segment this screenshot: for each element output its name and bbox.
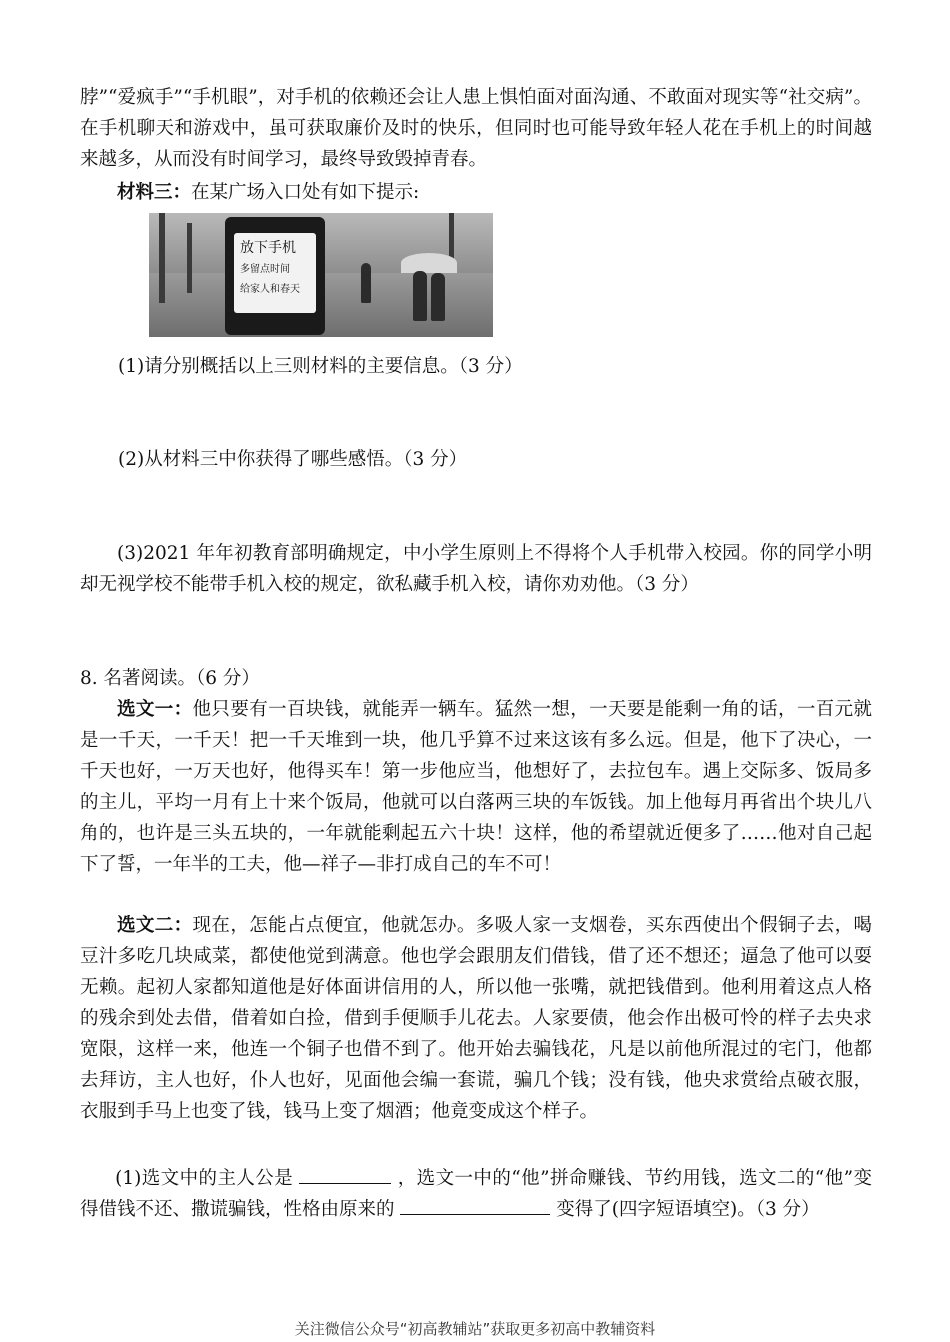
material3-line (80, 177, 872, 208)
q8-excerpt1 (80, 694, 872, 880)
sign-line-2: 多留点时间 (240, 264, 290, 275)
fill-text-3: 变得了(四字短语填空)。（3 分） (556, 1199, 820, 1220)
sign-line-1: 放下手机 (240, 240, 296, 256)
material3-text: 在某广场入口处有如下提示: (191, 182, 420, 203)
personality-blank[interactable] (400, 1196, 550, 1215)
q8-fill-question (80, 1163, 872, 1225)
q8-title (80, 663, 872, 694)
q7-sub3-text: (3)2021 年年初教育部明确规定，中小学生原则上不得将个人手机带入校园。你的同学小明却无视学校不能带手机入校的规定，欲私藏手机入校，请你劝劝他。（3 分） (80, 543, 872, 595)
fill-text-2: ，选文一中的“他”拼命赚钱、节约用钱，选文二的“他”变得借钱不还、撒谎骗钱，性格由原来的 (80, 1168, 872, 1220)
q7-sub2-text: (2)从材料三中你获得了哪些感悟。（3 分） (118, 449, 468, 470)
plaza-sign-photo (149, 213, 493, 337)
q8-title-text: 8. 名著阅读。（6 分） (80, 668, 260, 689)
excerpt1-label: 选文一： (117, 699, 193, 720)
excerpt2-label: 选文二： (117, 915, 193, 936)
sign-board (225, 217, 325, 335)
q8-excerpt2 (80, 910, 872, 1127)
excerpt1-text: 他只要有一百块钱，就能弄一辆车。猛然一想，一天要是能剩一角的话，一百元就是一千天，一千天！把一千天堆到一块，他几乎算不过来这该有多么远。但是，他下了决心，一千天也好，一万天也好，他得买车！第一步他应当，他想好了，去拉包车。遇上交际多、饭局多的主儿，平均一月有上十来个饭局，他就可以白落两三块的车饭钱。加上他每月再省出个块儿八角的，也许是三头五块的，一年就能剩起五六十块！这样，他的希望就近便多了……他对自己起下了誓，一年半的工夫，他—祥子—非打成自己的车不可！ (80, 699, 872, 875)
q7-sub3 (80, 538, 872, 600)
fill-text-1: (1)选文中的主人公是 (115, 1168, 294, 1189)
excerpt2-text: 现在，怎能占点便宜，他就怎办。多吸人家一支烟卷，买东西使出个假铜子去，喝豆汁多吃几块咸菜，都使他觉到满意。他也学会跟朋友们借钱，借了还不想还；逼急了他可以耍无赖。起初人家都知道他是好体面讲信用的人，所以他一张嘴，就把钱借到。他利用着这点人格的残余到处去借，借着如白捡，借到手便顺手儿花去。人家要债，他会作出极可怜的样子去央求宽限，这样一来，他连一个铜子也借不到了。他开始去骗钱花，凡是以前他所混过的宅门，他都去拜访，主人也好，仆人也好，见面他会编一套谎，骗几个钱；没有钱，他央求赏给点破衣服，衣服到手马上也变了钱，钱马上变了烟酒；他竟变成这个样子。 (80, 915, 872, 1122)
sign-line-3: 给家人和春天 (240, 284, 300, 295)
q7-sub1 (118, 351, 523, 382)
q7-sub2 (118, 444, 467, 475)
material2-text: 脖”“爱疯手”“手机眼”，对手机的依赖还会让人患上惧怕面对面沟通、不敢面对现实等“社交病”。在手机聊天和游戏中，虽可获取廉价及时的快乐，但同时也可能导致年轻人花在手机上的时间越来越多，从而没有时间学习，最终导致毁掉青春。 (80, 87, 872, 170)
footer-text: 关注微信公众号“初高教辅站”获取更多初高中教辅资料 (294, 1320, 656, 1338)
material3-label: 材料三： (117, 182, 192, 203)
protagonist-blank[interactable] (299, 1165, 391, 1184)
q7-sub1-text: (1)请分别概括以上三则材料的主要信息。（3 分） (118, 356, 523, 377)
material2-paragraph (80, 82, 872, 175)
page-footer (0, 1318, 950, 1339)
